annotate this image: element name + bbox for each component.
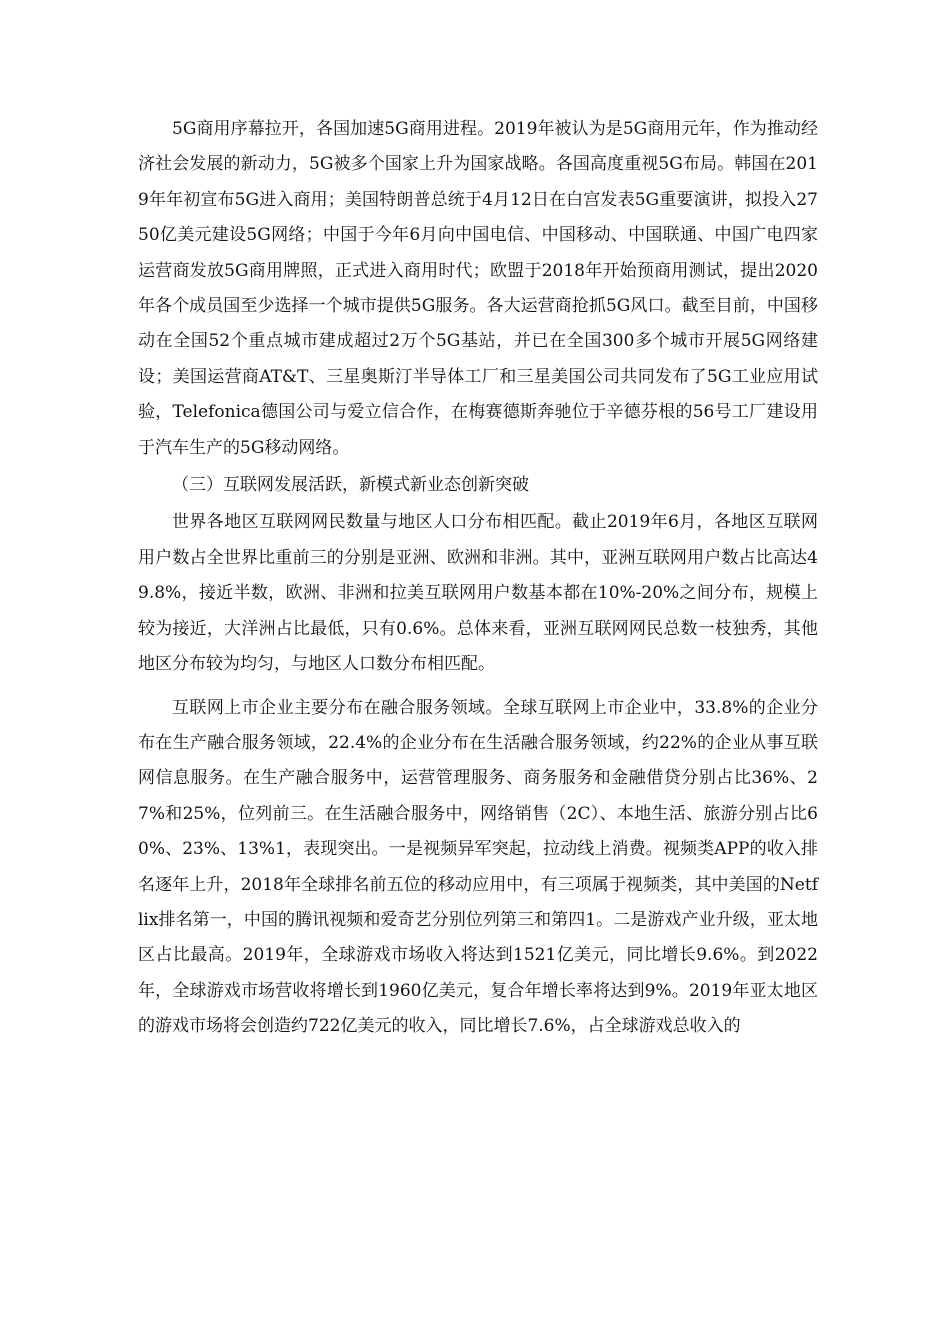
paragraph-listed-companies: 互联网上市企业主要分布在融合服务领域。全球互联网上市企业中，33.8%的企业分布在生产融合服务领域，22.4%的企业分布在生活融合服务领域，约22%的企业从事互联网信息服务。在生产融合服务中，运营管理服务、商务服务和金融借贷分别占比36%、27%和25%，位列前三。在生活融合服务中，网络销售（2C）、本地生活、旅游分别占比60%、23%、13%1，表现突出。一是视频异军突起，拉动线上消费。视频类APP的收入排名逐年上升，2018年全球排名前五位的移动应用中，有三项属于视频类，其中美国的Netflix排名第一，中国的腾讯视频和爱奇艺分别位列第三和第四1。二是游戏产业升级，亚太地区占比最高。2019年，全球游戏市场收入将达到1521亿美元，同比增长9.6%。到2022年，全球游戏市场营收将增长到1960亿美元，复合年增长率将达到9%。2019年亚太地区的游戏市场将会创造约722亿美元的收入，同比增长7.6%，占全球游戏总收入的 <box>138 697 818 1037</box>
document-body <box>138 112 818 1045</box>
section-heading-internet: （三）互联网发展活跃，新模式新业态创新突破 <box>172 475 529 496</box>
paragraph-5g-commercial: 5G商用序幕拉开，各国加速5G商用进程。2019年被认为是5G商用元年，作为推动经济社会发展的新动力，5G被多个国家上升为国家战略。各国高度重视5G布局。韩国在2019年年初宣布5G进入商用；美国特朗普总统于4月12日在白宫发表5G重要演讲，拟投入2750亿美元建设5G网络；中国于今年6月向中国电信、中国移动、中国联通、中国广电四家运营商发放5G商用牌照，正式进入商用时代；欧盟于2018年开始预商用测试，提出2020年各个成员国至少选择一个城市提供5G服务。各大运营商抢抓5G风口。截至目前，中国移动在全国52个重点城市建成超过2万个5G基站，并已在全国300多个城市开展5G网络建设；美国运营商AT&T、三星奥斯汀半导体工厂和三星美国公司共同发布了5G工业应用试验，Telefonica德国公司与爱立信合作，在梅赛德斯奔驰位于辛德芬根的56号工厂建设用于汽车生产的5G移动网络。 <box>138 119 818 458</box>
paragraph-internet-users: 世界各地区互联网网民数量与地区人口分布相匹配。截止2019年6月，各地区互联网用户数占全世界比重前三的分别是亚洲、欧洲和非洲。其中，亚洲互联网用户数占比高达49.8%，接近半数，欧洲、非洲和拉美互联网用户数基本都在10%-20%之间分布，规模上较为接近，大洋洲占比最低，只有0.6%。总体来看，亚洲互联网网民总数一枝独秀，其他地区分布较为均匀，与地区人口数分布相匹配。 <box>138 512 818 675</box>
